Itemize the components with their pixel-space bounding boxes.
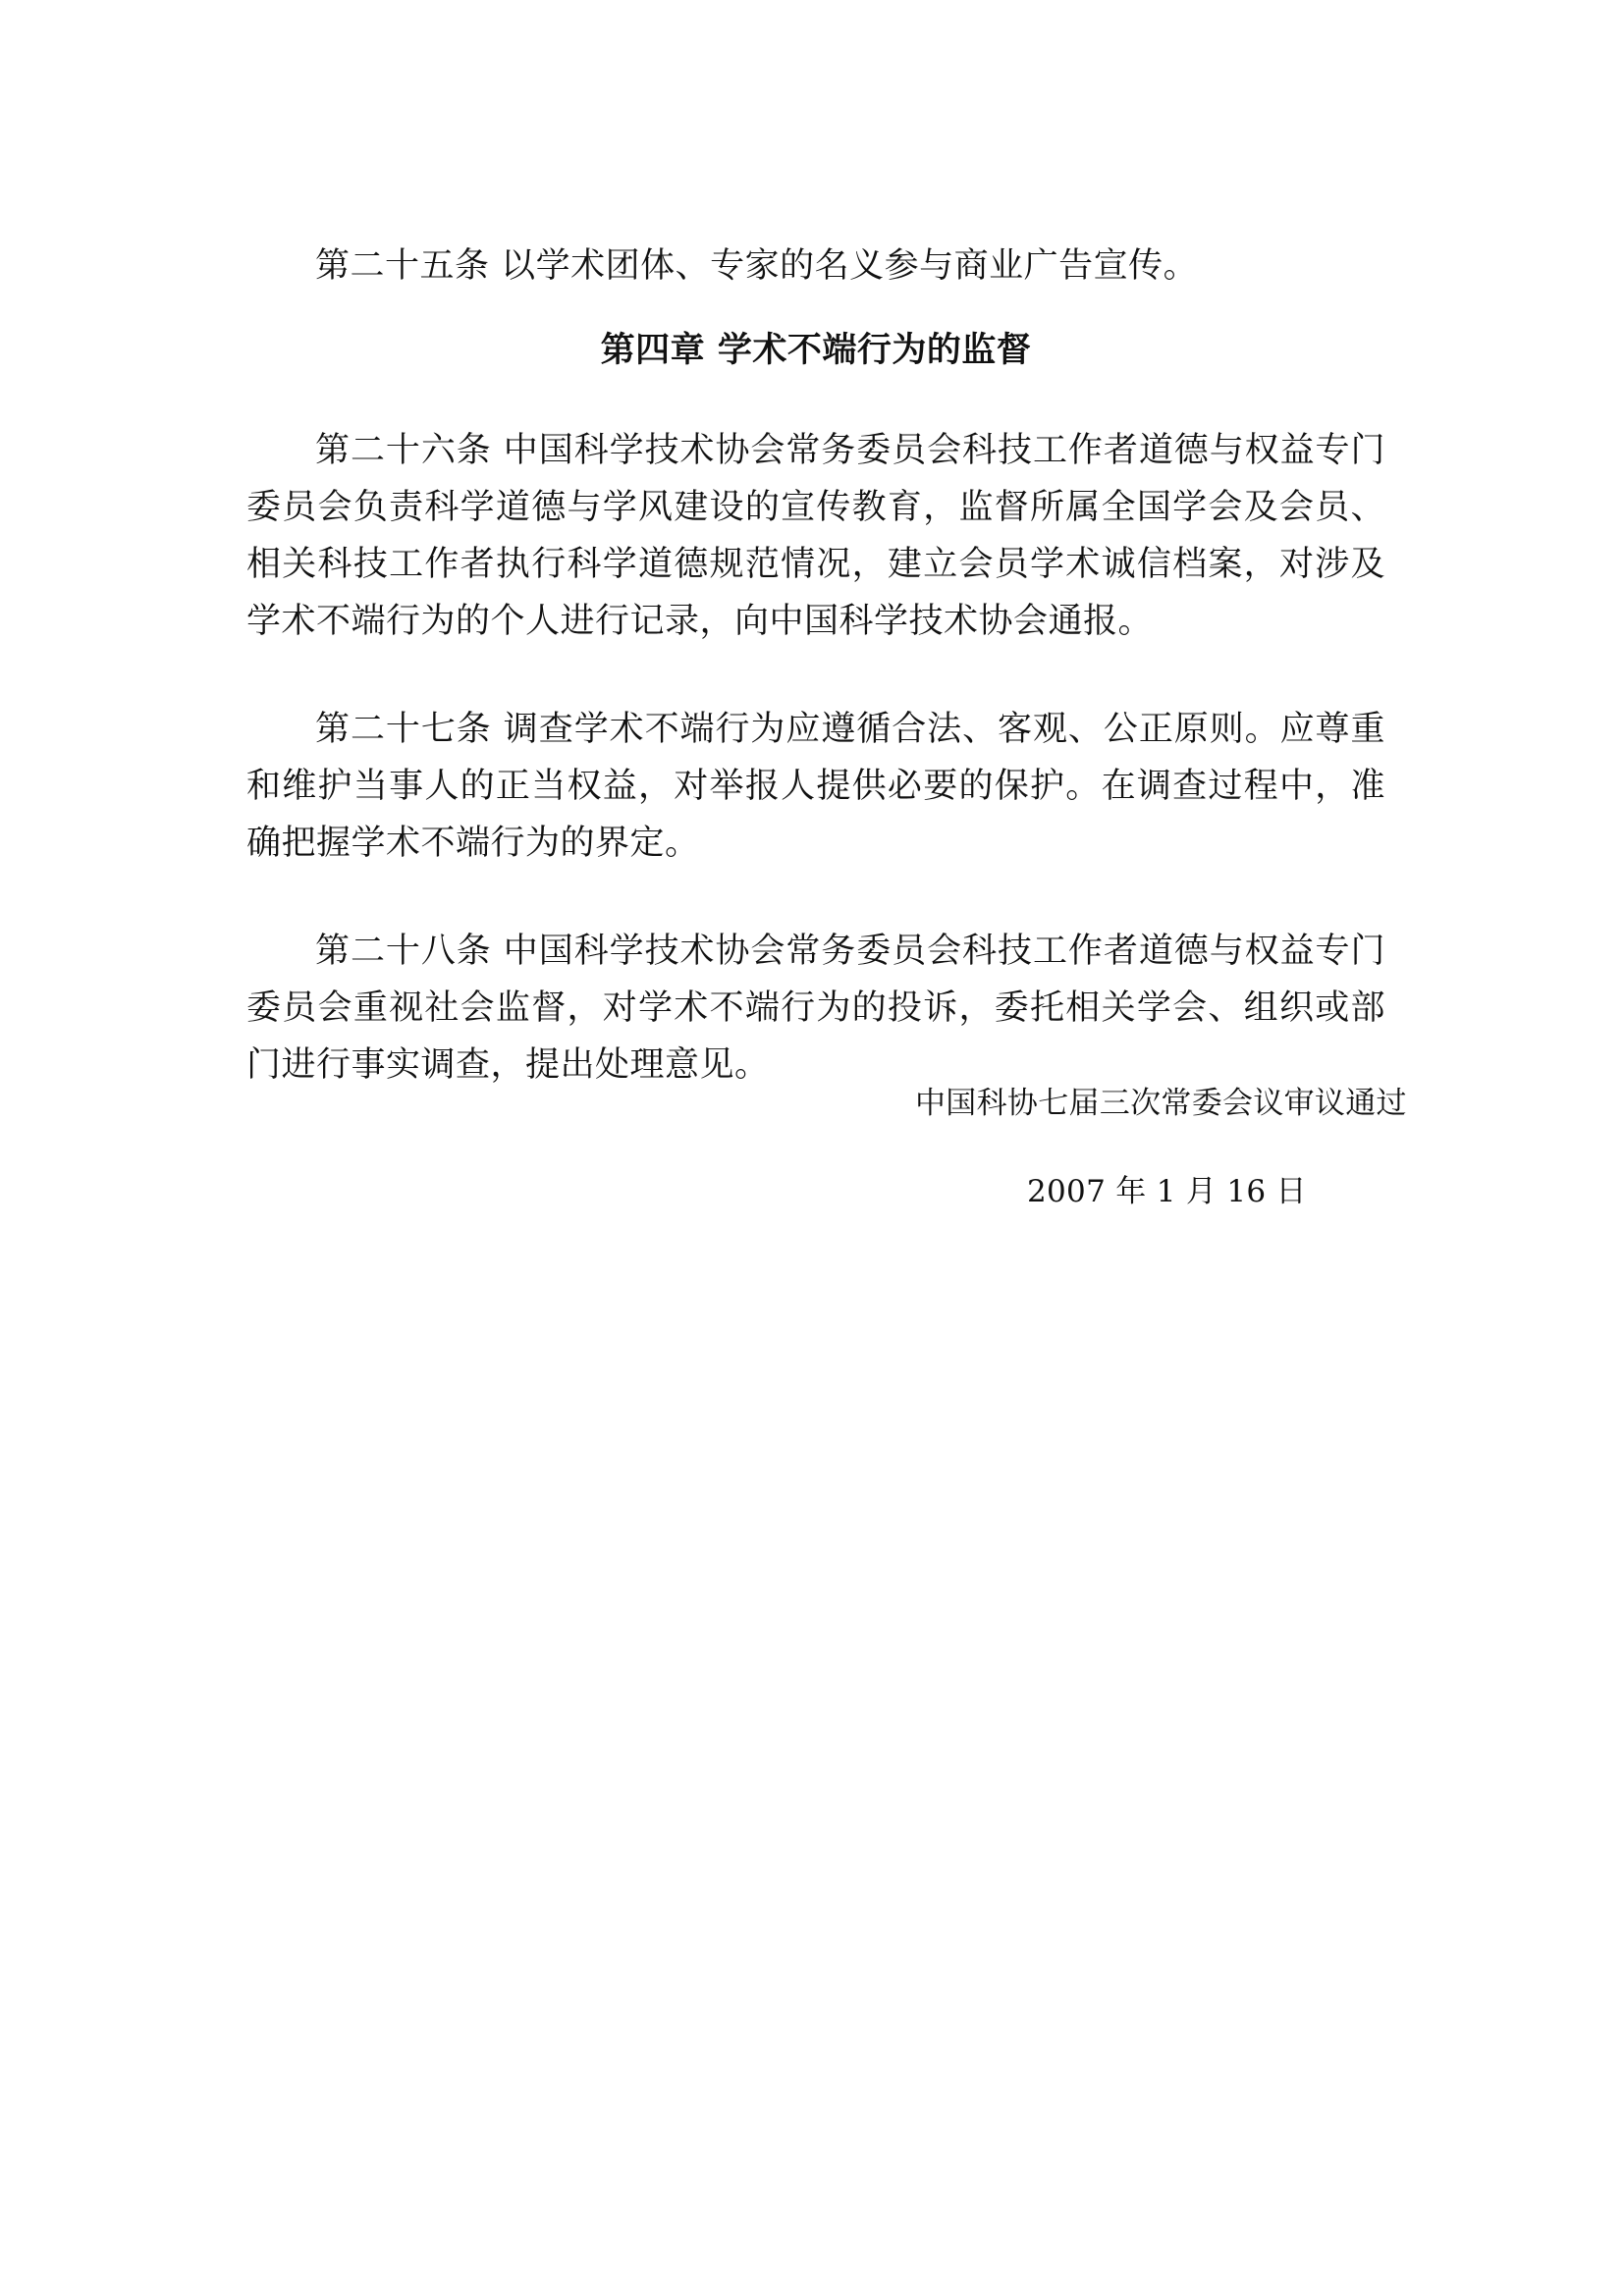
approval-line: 中国科协七届三次常委会议审议通过 — [915, 1086, 1407, 1121]
approval-date: 2007 年 1 月 16 日 — [1027, 1174, 1307, 1209]
chapter-heading: 第四章 学术不端行为的监督 — [600, 331, 1032, 370]
article-25: 第二十五条 以学术团体、专家的名义参与商业广告宣传。 — [315, 246, 1199, 286]
article-27: 第二十七条 调查学术不端行为应遵循合法、客观、公正原则。应尊重和维护当事人的正当权益，对举报人提供必要的保护。在调查过程中，准确把握学术不端行为的界定。 — [246, 710, 1385, 863]
document-body — [246, 238, 1385, 1094]
article-26: 第二十六条 中国科学技术协会常务委员会科技工作者道德与权益专门委员会负责科学道德与学风建设的宣传教育，监督所属全国学会及会员、相关科技工作者执行科学道德规范情况，建立会员学术诚信档案，对涉及学术不端行为的个人进行记录，向中国科学技术协会通报。 — [246, 431, 1385, 641]
article-28: 第二十八条 中国科学技术协会常务委员会科技工作者道德与权益专门委员会重视社会监督，对学术不端行为的投诉，委托相关学会、组织或部门进行事实调查，提出处理意见。 — [246, 932, 1385, 1085]
